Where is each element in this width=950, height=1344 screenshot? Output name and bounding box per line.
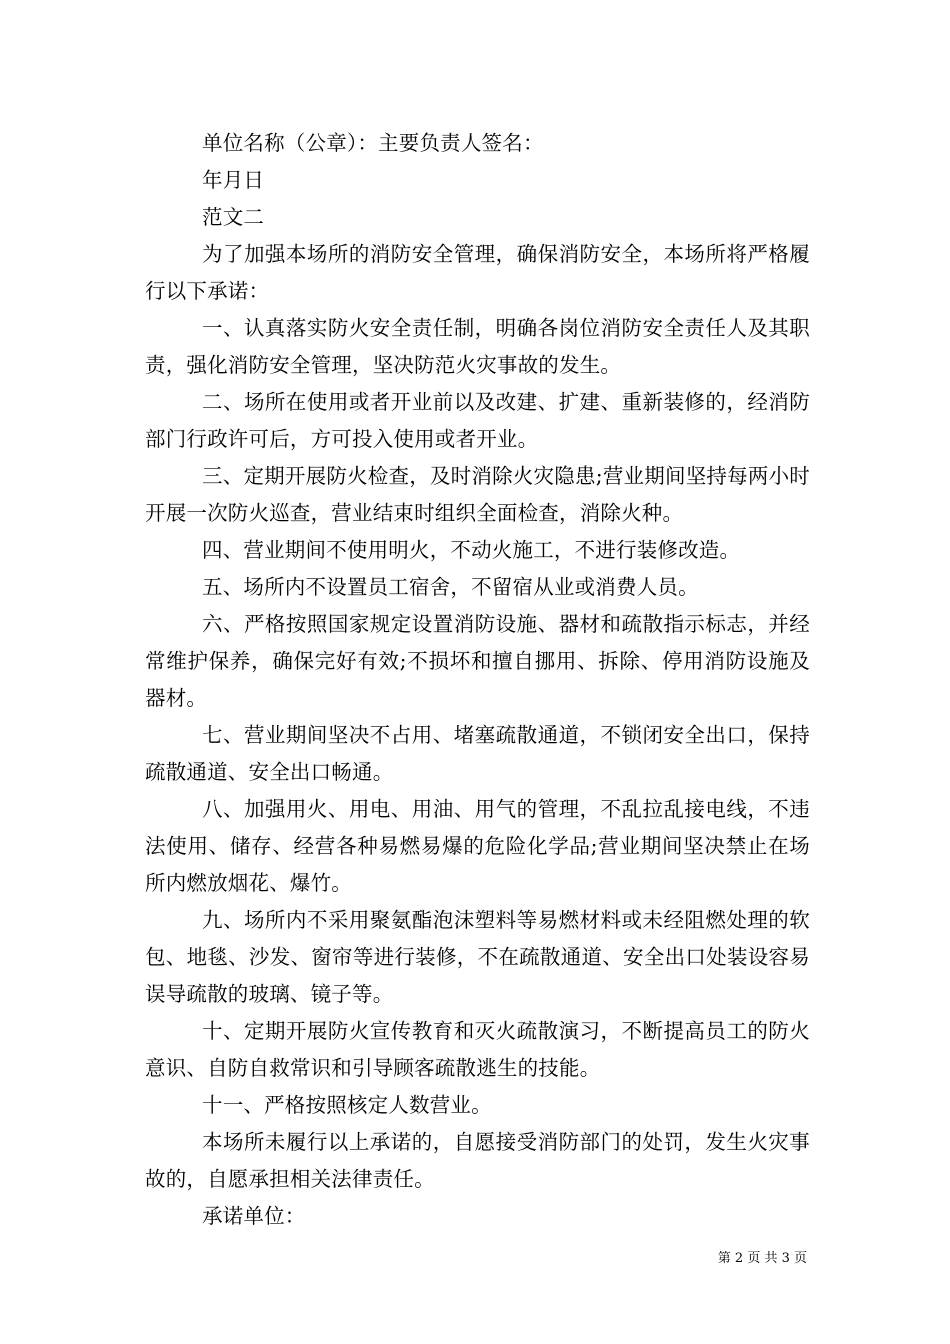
section-heading: 范文二 bbox=[202, 205, 265, 229]
committing-unit-line: 承诺单位： bbox=[202, 1204, 306, 1228]
intro-paragraph: 为了加强本场所的消防安全管理，确保消防安全，本场所将严格履行以下承诺： bbox=[145, 242, 810, 303]
signature-line: 单位名称（公章）：主要负责人签名： bbox=[202, 131, 544, 155]
commitment-item-5: 五、场所内不设置员工宿舍，不留宿从业或消费人员。 bbox=[202, 575, 699, 599]
document-body bbox=[145, 125, 810, 1235]
commitment-item-6: 六、严格按照国家规定设置消防设施、器材和疏散指示标志，并经常维护保养，确保完好有效;不损坏和擅自挪用、拆除、停用消防设施及器材。 bbox=[145, 612, 810, 710]
commitment-item-3: 三、定期开展防火检查，及时消除火灾隐患;营业期间坚持每两小时开展一次防火巡查，营业结束时组织全面检查，消除火种。 bbox=[145, 464, 810, 525]
liability-paragraph: 本场所未履行以上承诺的，自愿接受消防部门的处罚，发生火灾事故的，自愿承担相关法律责任。 bbox=[145, 1130, 810, 1191]
commitment-item-11: 十一、严格按照核定人数营业。 bbox=[202, 1093, 492, 1117]
commitment-item-8: 八、加强用火、用电、用油、用气的管理，不乱拉乱接电线，不违法使用、储存、经营各种易燃易爆的危险化学品;营业期间坚决禁止在场所内燃放烟花、爆竹。 bbox=[145, 797, 810, 895]
commitment-item-2: 二、场所在使用或者开业前以及改建、扩建、重新装修的，经消防部门行政许可后，方可投入使用或者开业。 bbox=[145, 390, 810, 451]
commitment-item-1: 一、认真落实防火安全责任制，明确各岗位消防安全责任人及其职责，强化消防安全管理，坚决防范火灾事故的发生。 bbox=[145, 316, 810, 377]
commitment-item-4: 四、营业期间不使用明火，不动火施工，不进行装修改造。 bbox=[202, 538, 741, 562]
date-line: 年月日 bbox=[202, 168, 265, 192]
commitment-item-10: 十、定期开展防火宣传教育和灭火疏散演习，不断提高员工的防火意识、自防自救常识和引导顾客疏散逃生的技能。 bbox=[145, 1019, 810, 1080]
page-number-label: 第 2 页 共 3 页 bbox=[717, 1251, 807, 1266]
page-number-footer bbox=[718, 1251, 807, 1267]
commitment-item-7: 七、营业期间坚决不占用、堵塞疏散通道，不锁闭安全出口，保持疏散通道、安全出口畅通。 bbox=[145, 723, 810, 784]
commitment-item-9: 九、场所内不采用聚氨酯泡沫塑料等易燃材料或未经阻燃处理的软包、地毯、沙发、窗帘等进行装修，不在疏散通道、安全出口处装设容易误导疏散的玻璃、镜子等。 bbox=[145, 908, 810, 1006]
